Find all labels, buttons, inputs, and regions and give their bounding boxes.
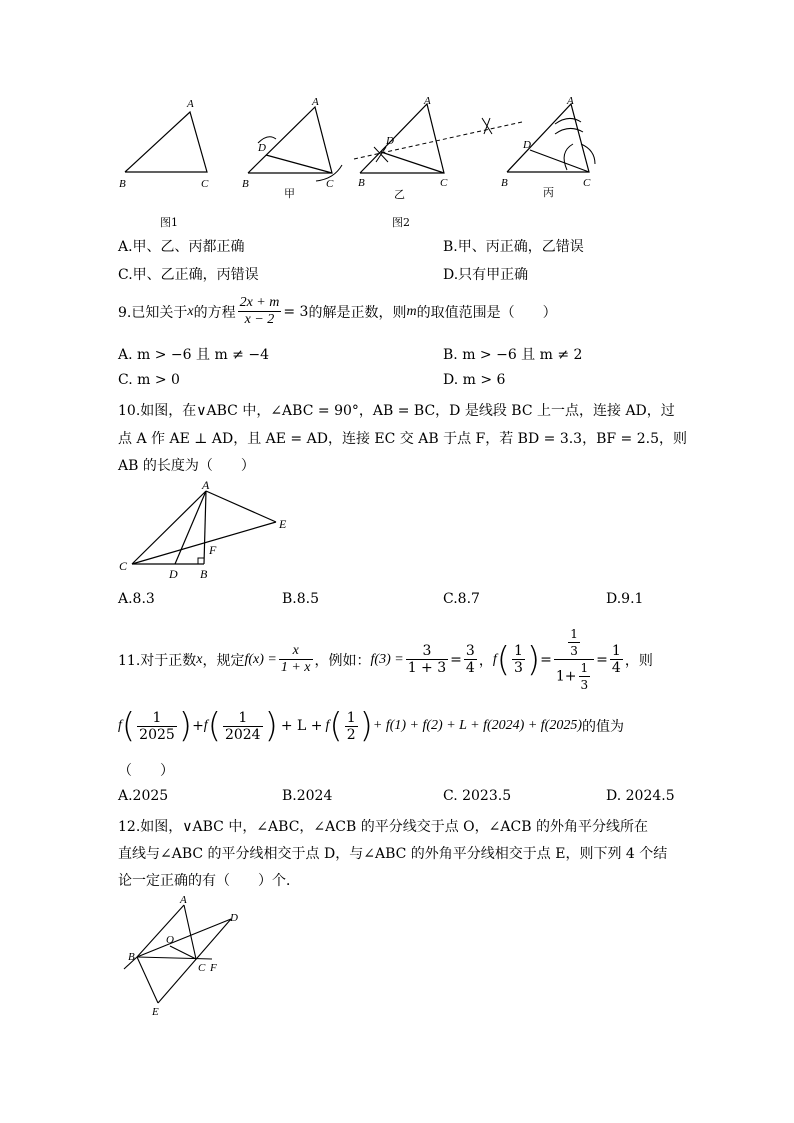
jia-label-c: C xyxy=(326,178,334,190)
q11-option-a[interactable]: A.2025 xyxy=(118,788,169,804)
q11-sum-frac1-den: 2025 xyxy=(139,726,175,743)
q9-suffix2: 的取值范围是（ ） xyxy=(416,304,557,321)
q9-var-x: x xyxy=(187,303,194,319)
q11-sum-line xyxy=(118,706,624,746)
bing-label-a: A xyxy=(567,95,574,107)
jia-name: 甲 xyxy=(284,187,295,200)
q11-sum-p2-close: ) xyxy=(264,706,278,746)
q9-option-b[interactable]: B. m > −6 且 m ≠ 2 xyxy=(443,347,583,363)
q8-option-c[interactable]: C.甲、乙正确，丙错误 xyxy=(118,267,259,283)
q11-sum-plusL: + L + xyxy=(280,718,323,734)
q11-eq2: = xyxy=(540,651,552,668)
q11-option-c[interactable]: C. 2023.5 xyxy=(443,788,512,804)
q11-ze: ，则 xyxy=(624,652,653,669)
q12-figure xyxy=(120,895,260,1020)
q11-fthird-complex-num xyxy=(554,626,594,660)
fig2-caption: 图2 xyxy=(392,216,410,229)
yi-label-d: D xyxy=(386,135,394,147)
q10-line3: AB 的长度为（ ） xyxy=(118,458,255,474)
q11-sum-frac3 xyxy=(345,710,358,743)
q9-frac-num: 2x + m xyxy=(239,295,280,310)
q10-label-a: A xyxy=(202,478,210,492)
q12-label-a: A xyxy=(180,895,187,906)
q12-label-f: F xyxy=(210,962,217,974)
yi-label-b: B xyxy=(358,177,365,189)
q12-line1: 12.如图，∨ABC 中，∠ABC，∠ACB 的平分线交于点 O，∠ACB 的外角平分线所在 xyxy=(118,819,648,835)
q12-label-c: C xyxy=(198,962,206,974)
q9-prefix: 9.已知关于 xyxy=(118,304,188,321)
bing-label-b: B xyxy=(501,177,508,189)
jia-label-b: B xyxy=(242,178,249,190)
q11-fthird-f: f xyxy=(492,651,497,667)
q11-sum-frac1 xyxy=(137,710,177,743)
q11-eq3: = xyxy=(596,651,608,668)
q11-comma: ， xyxy=(478,652,493,669)
yi-label-a: A xyxy=(424,95,431,107)
q11-f3-res xyxy=(464,643,477,676)
fig1-caption: 图1 xyxy=(160,216,178,229)
q11-example: ，例如： xyxy=(314,652,371,669)
q10-label-d: D xyxy=(169,567,178,581)
q11-sum-f3: f xyxy=(325,718,330,733)
q12-label-e: E xyxy=(152,1006,159,1018)
q11-fthird-res xyxy=(610,643,623,676)
q11-sum-tail2: 的值为 xyxy=(582,719,624,735)
bing-label-d: D xyxy=(523,139,531,151)
figure-2-bing xyxy=(497,92,607,204)
q9-option-c[interactable]: C. m > 0 xyxy=(118,372,180,388)
q11-fthird-res-num: 1 xyxy=(611,643,621,659)
jia-label-d: D xyxy=(258,142,266,154)
q11-sum-frac2-den: 2024 xyxy=(224,726,261,743)
q12-line3: 论一定正确的有（ ）个． xyxy=(118,873,300,889)
q11-option-b[interactable]: B.2024 xyxy=(282,788,333,804)
fig1-label-a: A xyxy=(187,98,194,110)
q10-label-f: F xyxy=(209,543,217,557)
q11-f3: f(3) = xyxy=(370,651,404,667)
fig1-label-b: B xyxy=(119,178,126,190)
q10-line1: 10.如图，在∨ABC 中，∠ABC = 90°，AB = BC，D 是线段 BC 上一点，连接 AD，过 xyxy=(118,403,675,419)
q11-fx-frac xyxy=(279,643,313,676)
q11-sum-p3-close: ) xyxy=(359,706,373,746)
q11-paren-open: ( xyxy=(496,639,510,680)
q10-figure xyxy=(115,478,300,583)
q11-rule: ，规定 xyxy=(202,652,245,669)
q11-fthird-inner-num-d: 3 xyxy=(570,644,578,658)
q11-fthird-inner-num-n: 1 xyxy=(570,627,578,641)
q9-var-m: m xyxy=(406,303,417,319)
q11-sum-f2: f xyxy=(203,718,208,733)
q10-option-b[interactable]: B.8.5 xyxy=(282,591,320,607)
q11-sum-p1-close: ) xyxy=(178,706,193,746)
q9-mid: 的方程 xyxy=(193,304,236,321)
q11-line1 xyxy=(118,626,653,693)
q11-fthird-arg-den: 3 xyxy=(513,660,523,676)
q11-f3-res-num: 3 xyxy=(465,643,475,659)
q11-f3-frac xyxy=(406,643,448,676)
q11-sum-frac2 xyxy=(223,710,263,743)
q8-option-d[interactable]: D.只有甲正确 xyxy=(443,267,529,283)
q9-frac-den: x − 2 xyxy=(244,312,275,327)
q11-sum-tail: + f(1) + f(2) + L + f(2024) + f(2025) xyxy=(372,718,582,733)
bing-label-c: C xyxy=(583,177,591,189)
q11-fthird-arg-num: 1 xyxy=(513,643,523,659)
q11-fthird-complex xyxy=(554,626,594,693)
q11-sum-frac1-num: 1 xyxy=(137,710,177,727)
q8-option-b[interactable]: B.甲、丙正确，乙错误 xyxy=(443,239,584,255)
q10-label-b: B xyxy=(200,567,208,581)
q10-line2: 点 A 作 AE ⊥ AD，且 AE = AD，连接 EC 交 AB 于点 F，若 BD = 3.3，BF = 2.5，则 xyxy=(118,431,687,447)
q10-option-c[interactable]: C.8.7 xyxy=(443,591,480,607)
q11-eq1: = xyxy=(450,651,462,668)
q11-fthird-complex-den xyxy=(554,660,594,693)
q11-var-x: x xyxy=(196,651,203,667)
q11-fthird-inner-num xyxy=(568,626,580,659)
q11-sum-f1: f xyxy=(118,718,122,733)
q10-label-e: E xyxy=(279,517,287,531)
q11-fthird-inner-den-d: 3 xyxy=(580,678,589,692)
q12-label-d: D xyxy=(230,912,238,924)
q11-sum-plus1: + xyxy=(192,718,204,734)
q10-option-a[interactable]: A.8.3 xyxy=(118,591,155,607)
q11-sum-p3-open: ( xyxy=(329,706,343,746)
q9-option-a[interactable]: A. m > −6 且 m ≠ −4 xyxy=(118,347,269,363)
jia-label-a: A xyxy=(312,96,319,108)
q11-blank: （ ） xyxy=(118,763,174,779)
q11-sum-p1-open: ( xyxy=(121,706,136,746)
q12-label-b: B xyxy=(128,951,135,963)
q11-sum-p2-open: ( xyxy=(207,706,221,746)
q11-fthird-res-den: 4 xyxy=(611,660,621,676)
figure-1 xyxy=(115,95,225,195)
q11-sum-frac3-num: 1 xyxy=(346,709,356,726)
q9-fraction xyxy=(238,295,282,328)
q12-label-o: O xyxy=(166,934,174,946)
q8-option-a[interactable]: A.甲、乙、丙都正确 xyxy=(118,239,245,255)
q11-fx: f(x) = xyxy=(244,651,277,667)
q11-fthird-inner-den-n: 1 xyxy=(580,661,589,675)
q11-fthird-den-a: 1+ xyxy=(555,668,577,685)
q9-stem xyxy=(118,295,557,328)
q10-option-d[interactable]: D.9.1 xyxy=(606,591,644,607)
q11-fthird-inner-den xyxy=(579,660,591,693)
q11-f3-den: 1 + 3 xyxy=(407,660,447,676)
q11-fx-den: 1 + x xyxy=(280,660,311,675)
figure-2-jia xyxy=(238,95,348,200)
fig1-label-c: C xyxy=(201,178,209,190)
bing-name: 丙 xyxy=(543,186,554,199)
q9-eq: = 3 xyxy=(283,303,309,320)
q11-option-d[interactable]: D. 2024.5 xyxy=(606,788,675,804)
q9-suffix1: 的解是正数，则 xyxy=(308,304,407,321)
q11-prefix: 11.对于正数 xyxy=(118,652,197,669)
q11-paren-close: ) xyxy=(526,639,541,680)
q11-sum-frac3-den: 2 xyxy=(346,726,356,743)
q11-f3-res-den: 4 xyxy=(465,660,475,676)
q12-line2: 直线与∠ABC 的平分线相交于点 D，与∠ABC 的外角平分线相交于点 E，则下列 4 个结 xyxy=(118,846,668,862)
yi-name: 乙 xyxy=(394,188,405,201)
q11-fthird-arg xyxy=(512,643,525,676)
q10-label-c: C xyxy=(119,559,128,573)
q11-f3-num: 3 xyxy=(406,643,448,660)
q11-sum-frac2-num: 1 xyxy=(223,710,263,727)
q11-fx-num: x xyxy=(279,643,313,660)
q9-option-d[interactable]: D. m > 6 xyxy=(443,372,506,388)
yi-label-c: C xyxy=(440,177,448,189)
